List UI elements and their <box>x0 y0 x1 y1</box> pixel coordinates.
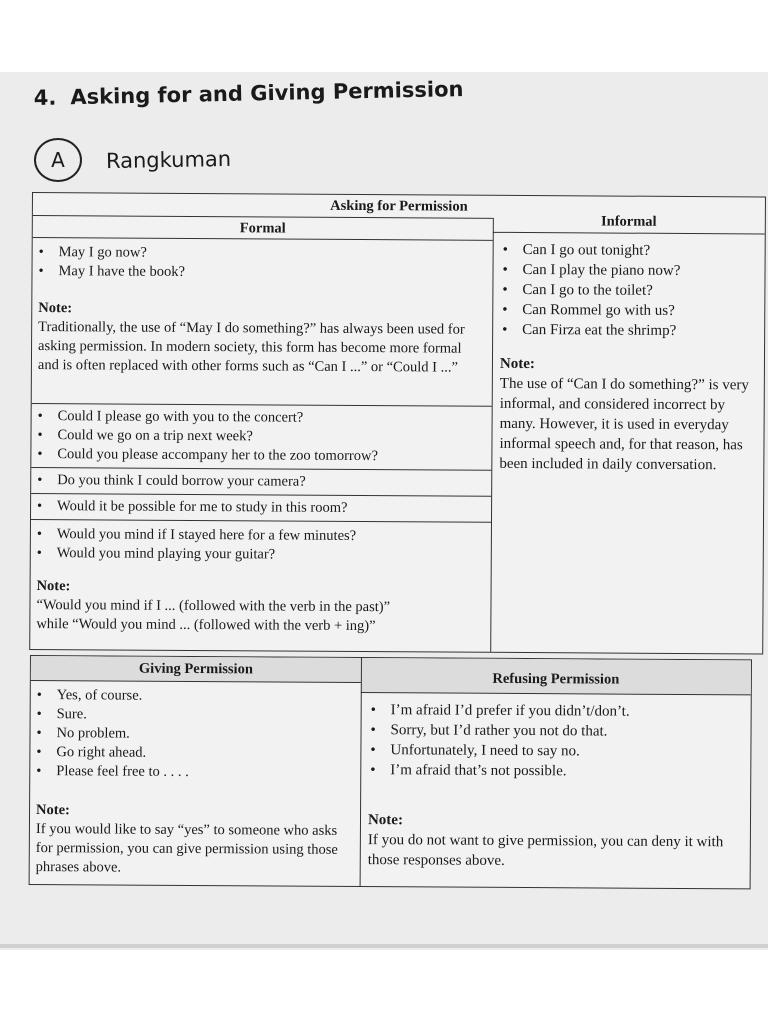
section-number: 4. <box>33 85 57 110</box>
formal-note2-label: Note: <box>36 578 71 595</box>
section-title: Asking for and Giving Permission <box>70 77 464 110</box>
list-item: • May I have the book? <box>32 262 482 284</box>
formal-group-4 <box>31 497 489 519</box>
refusing-note-text: If you do not want to give permission, you can deny it with those responses above. <box>367 832 724 869</box>
list-item: • Sorry, but I’d rather you not do that. <box>364 720 748 742</box>
list-item: • I’m afraid that’s not possible. <box>364 760 748 782</box>
refusing-column <box>364 700 749 872</box>
formal-group-2 <box>31 407 489 467</box>
list-item: • Would it be possible for me to study in this room? <box>31 497 489 519</box>
divider <box>31 493 491 497</box>
refusing-header: Refusing Permission <box>361 658 751 694</box>
list-item: • Please feel free to . . . . <box>30 762 358 783</box>
formal-header: Formal <box>239 220 286 237</box>
asking-permission-table <box>29 192 766 654</box>
divider <box>31 467 491 471</box>
list-item: • Unfortunately, I need to say no. <box>364 740 748 762</box>
formal-group-5 <box>30 525 489 637</box>
list-item: • Can Firza eat the shrimp? <box>496 320 762 342</box>
list-item: • Can I go out tonight? <box>497 240 763 262</box>
informal-header: Informal <box>600 213 657 230</box>
giving-column <box>30 686 359 879</box>
list-item: • Go right ahead. <box>30 743 358 764</box>
formal-note2-line2: while “Would you mind ... (followed with the verb + ing)” <box>36 616 376 635</box>
formal-note-text: Traditionally, the use of “May I do something?” has always been used for asking permission. In modern society, this form has become more formal and is often replaced with other forms such as “Can I ...” or “Could I ...” <box>37 319 465 376</box>
section-badge: A <box>34 138 82 182</box>
list-item: • Can I go to the toilet? <box>496 280 762 302</box>
list-item: • Do you think I could borrow your camera? <box>31 471 489 493</box>
paper-edge <box>0 944 768 948</box>
informal-note-label: Note: <box>499 355 535 373</box>
list-item: • Would you mind if I stayed here for a few minutes? <box>31 525 489 547</box>
list-item: • May I go now? <box>33 243 483 265</box>
list-item: • Sure. <box>31 705 359 726</box>
subsection-heading <box>34 138 231 182</box>
informal-note-text: The use of “Can I do something?” is very informal, and considered incorrect by many. However, it is used in everyday informal speech and, for that reason, has been included in daily conversation. <box>499 375 749 474</box>
divider <box>32 403 492 407</box>
list-item: • No problem. <box>30 724 358 745</box>
list-item: • Could we go on a trip next week? <box>31 426 489 448</box>
asking-table-title: Asking for Permission <box>330 197 468 215</box>
list-item: • Yes, of course. <box>31 686 359 707</box>
informal-column <box>495 240 762 476</box>
giving-note-label: Note: <box>36 802 70 819</box>
column-divider <box>490 218 494 652</box>
list-item: • Can I play the piano now? <box>496 260 762 282</box>
list-item: • Could you please accompany her to the zoo tomorrow? <box>31 445 489 467</box>
divider <box>31 519 491 523</box>
formal-group-3 <box>31 471 489 493</box>
giving-refusing-table <box>29 655 752 889</box>
formal-note-label: Note: <box>38 300 73 317</box>
column-divider <box>360 658 362 886</box>
formal-group-1 <box>32 243 491 378</box>
giving-note-text: If you would like to say “yes” to someone who asks for permission, you can give permission using those phrases above. <box>35 821 338 876</box>
refusing-note-label: Note: <box>367 812 404 829</box>
giving-header: Giving Permission <box>31 656 361 682</box>
list-item: • Could I please go with you to the concert? <box>32 407 490 429</box>
subsection-title: Rangkuman <box>105 146 232 174</box>
formal-note2-line1: “Would you mind if I ... (followed with the verb in the past)” <box>36 597 391 616</box>
list-item: • Would you mind playing your guitar? <box>31 544 489 566</box>
list-item: • I’m afraid I’d prefer if you didn’t/don’t. <box>365 700 749 722</box>
list-item: • Can Rommel go with us? <box>496 300 762 322</box>
